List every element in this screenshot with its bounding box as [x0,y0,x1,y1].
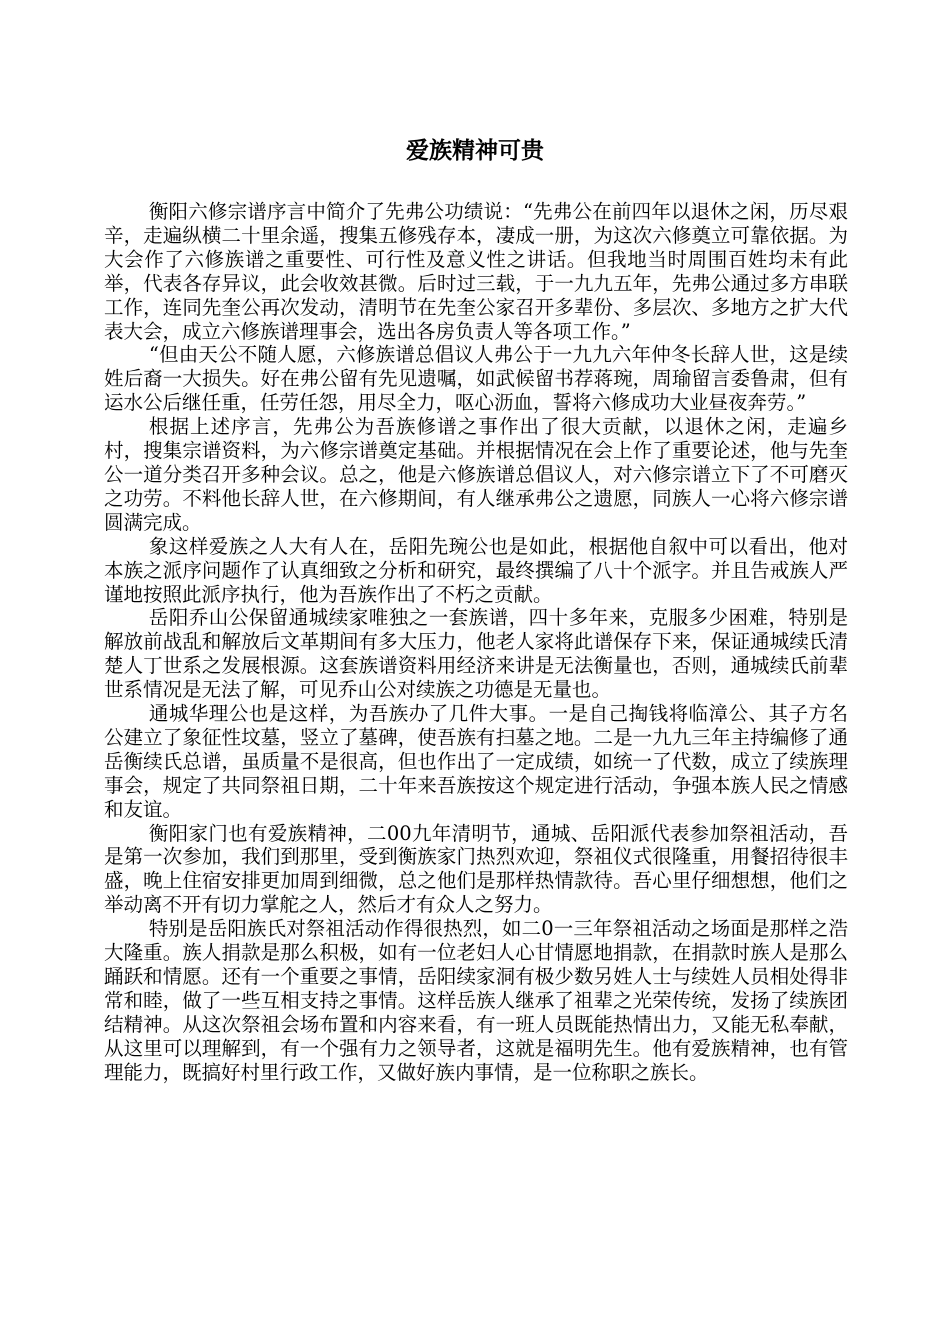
paragraph: 通城华理公也是这样，为吾族办了几件大事。一是自己掏钱将临漳公、其子方名公建立了象征性坟墓，竖立了墓碑，使吾族有扫墓之地。二是一九九三年主持编修了通岳衡续氏总谱，虽质量不是很高，但也作出了一定成绩，如统一了代数，成立了续族理事会，规定了共同祭祖日期，二十年来吾族按这个规定进行活动，争强本族人民之情感和友谊。 [104,702,848,821]
paragraph: 特别是岳阳族氏对祭祖活动作得很热烈，如二0一三年祭祖活动之场面是那样之浩大隆重。族人捐款是那么积极，如有一位老妇人心甘情愿地捐款，在捐款时族人是那么踊跃和情愿。还有一个重要之事情，岳阳续家洞有极少数另姓人士与续姓人员相处得非常和睦，做了一些互相支持之事情。这样岳族人继承了祖辈之光荣传统，发扬了续族团结精神。从这次祭祖会场布置和内容来看，有一班人员既能热情出力，又能无私奉献，从这里可以理解到，有一个强有力之领导者，这就是福明先生。他有爱族精神，也有管理能力，既搞好村里行政工作，又做好族内事情，是一位称职之族长。 [104,917,848,1084]
document-title: 爱族精神可贵 [406,138,544,164]
paragraph: 根据上述序言，先弗公为吾族修谱之事作出了很大贡献，以退休之闲，走遍乡村，搜集宗谱资料，为六修宗谱奠定基础。并根据情况在会上作了重要论述，他与先奎公一道分类召开多种会议。总之，他是六修族谱总倡议人，对六修宗谱立下了不可磨灭之功劳。不料他长辞人世，在六修期间，有人继承弗公之遗愿，同族人一心将六修宗谱圆满完成。 [104,415,848,534]
document-body [104,200,848,1085]
paragraph: 象这样爱族之人大有人在，岳阳先琬公也是如此，根据他自叙中可以看出，他对本族之派序问题作了认真细致之分析和研究，最终撰编了八十个派字。并且告戒族人严谨地按照此派序执行，他为吾族作出了不朽之贡献。 [104,534,848,606]
paragraph: “但由天公不随人愿，六修族谱总倡议人弗公于一九九六年仲冬长辞人世，这是续姓后裔一大损失。好在弗公留有先见遗嘱，如武候留书荐蒋琬，周瑜留言委鲁肃，但有运水公后继任重，任劳任怨，用尽全力，呕心沥血，誓将六修成功大业昼夜奔劳。” [104,343,848,415]
paragraph: 岳阳乔山公保留通城续家唯独之一套族谱，四十多年来，克服多少困难，特别是解放前战乱和解放后文革期间有多大压力，他老人家将此谱保存下来，保证通城续氏清楚人丁世系之发展根源。这套族谱资料用经济来讲是无法衡量也，否则，通城续氏前辈世系情况是无法了解，可见乔山公对续族之功德是无量也。 [104,606,848,702]
paragraph: 衡阳六修宗谱序言中简介了先弗公功绩说：“先弗公在前四年以退休之闲，历尽艰辛，走遍纵横二十里余遥，搜集五修残存本，凄成一册，为这次六修奠立可靠依据。为大会作了六修族谱之重要性、可行性及意义性之讲话。但我地当时周围百姓均未有此举，代表各存异议，此会收效甚微。后时过三载，于一九九五年，先弗公通过多方串联工作，连同先奎公再次发动，清明节在先奎公家召开多辈份、多层次、多地方之扩大代表大会，成立六修族谱理事会，选出各房负责人等各项工作。” [104,200,848,343]
paragraph: 衡阳家门也有爱族精神，二00九年清明节，通城、岳阳派代表参加祭祖活动，吾是第一次参加，我们到那里，受到衡族家门热烈欢迎，祭祖仪式很隆重，用餐招待很丰盛，晚上住宿安排更加周到细微，总之他们是那样热情款待。吾心里仔细想想，他们之举动离不开有切力掌舵之人，然后才有众人之努力。 [104,821,848,917]
